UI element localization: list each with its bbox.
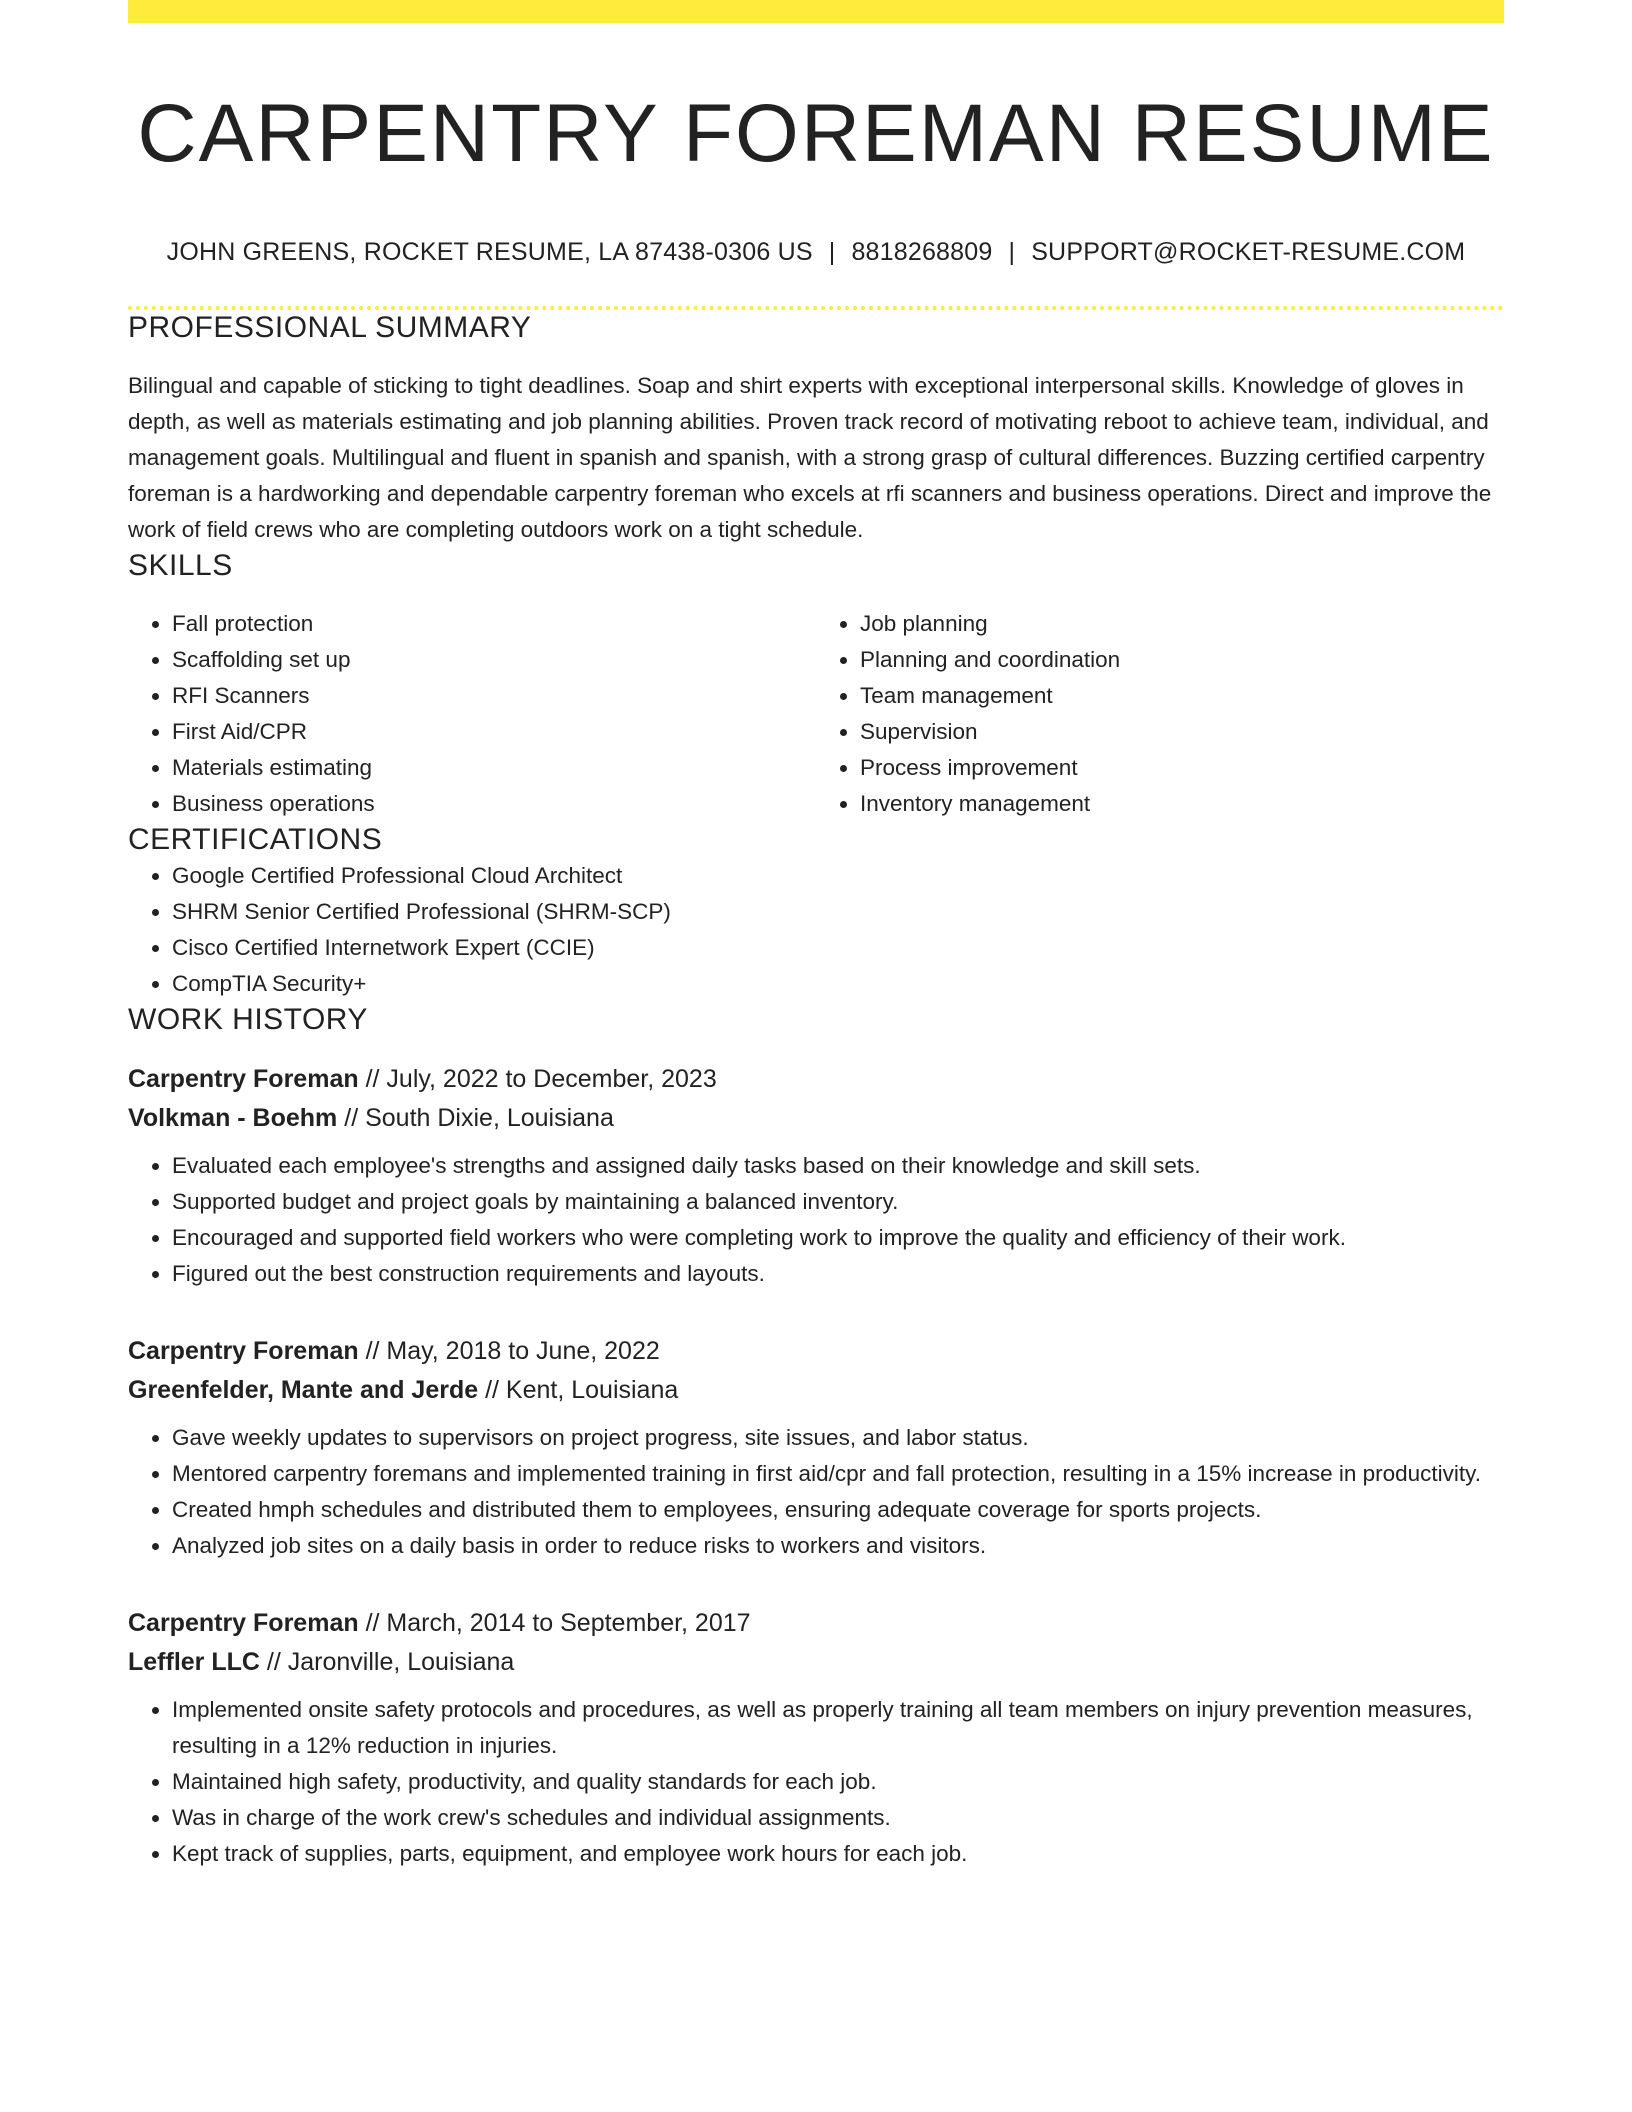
job-bullets <box>128 1420 1504 1564</box>
job-entry <box>128 1060 1504 1292</box>
job-company: Greenfelder, Mante and Jerde <box>128 1376 479 1405</box>
job-entry <box>128 1332 1504 1564</box>
contact-phone: 8818268809 <box>851 238 993 267</box>
skill-item: • Job planning <box>860 606 1504 642</box>
job-dates: March, 2014 to September, 2017 <box>386 1609 751 1638</box>
job-bullets <box>128 1692 1504 1872</box>
job-company: Leffler LLC <box>128 1648 260 1677</box>
skill-item: • Scaffolding set up <box>172 642 816 678</box>
certification-item: • Google Certified Professional Cloud Architect <box>172 858 1504 894</box>
skill-item: • Inventory management <box>860 786 1504 822</box>
contact-separator: | <box>1008 238 1016 267</box>
certification-item: • CompTIA Security+ <box>172 966 1504 1002</box>
contact-address: JOHN GREENS, ROCKET RESUME, LA 87438-0306 US <box>166 238 813 267</box>
certifications-list <box>128 858 1504 1002</box>
summary-text: Bilingual and capable of sticking to tight deadlines. Soap and shirt experts with exceptional interpersonal skills. Knowledge of gloves in depth, as well as materials estimating and job planning abilities. Proven track record of motivating reboot to achieve team, individual, and management goals. Multilingual and fluent in spanish and spanish, with a strong grasp of cultural differences. Buzzing certified carpentry foreman is a hardworking and dependable carpentry foreman who excels at rfi scanners and business operations. Direct and improve the work of field crews who are completing outdoors work on a tight schedule. <box>128 373 1492 543</box>
job-bullet: • Implemented onsite safety protocols and procedures, as well as properly training all team members on injury prevention measures, resulting in a 12% reduction in injuries. <box>172 1692 1504 1764</box>
job-bullet: • Supported budget and project goals by maintaining a balanced inventory. <box>172 1184 1504 1220</box>
job-bullet: • Was in charge of the work crew's schedules and individual assignments. <box>172 1800 1504 1836</box>
job-separator: // <box>478 1376 506 1405</box>
job-bullets <box>128 1148 1504 1292</box>
contact-line <box>128 237 1504 267</box>
job-company-line <box>128 1371 1504 1410</box>
job-dates: May, 2018 to June, 2022 <box>386 1337 660 1366</box>
skills-columns <box>128 606 1504 822</box>
job-bullet: • Figured out the best construction requirements and layouts. <box>172 1256 1504 1292</box>
skill-item: • Supervision <box>860 714 1504 750</box>
skill-item: • First Aid/CPR <box>172 714 816 750</box>
skills-list-right <box>816 606 1504 822</box>
skill-item: • Team management <box>860 678 1504 714</box>
job-bullet: • Kept track of supplies, parts, equipment, and employee work hours for each job. <box>172 1836 1504 1872</box>
skills-heading: SKILLS <box>128 549 233 583</box>
job-bullet: • Evaluated each employee's strengths and assigned daily tasks based on their knowledge and skill sets. <box>172 1148 1504 1184</box>
summary-heading: PROFESSIONAL SUMMARY <box>128 311 532 345</box>
job-bullet: • Maintained high safety, productivity, and quality standards for each job. <box>172 1764 1504 1800</box>
skill-item: • Process improvement <box>860 750 1504 786</box>
skill-item: • Business operations <box>172 786 816 822</box>
skills-list-left <box>128 606 816 822</box>
job-separator: // <box>358 1065 387 1094</box>
job-title-line <box>128 1060 1504 1099</box>
contact-email: SUPPORT@ROCKET-RESUME.COM <box>1031 238 1466 267</box>
certifications-heading: CERTIFICATIONS <box>128 823 383 857</box>
certification-item: • SHRM Senior Certified Professional (SHRM-SCP) <box>172 894 1504 930</box>
job-title: Carpentry Foreman <box>128 1337 359 1366</box>
job-title-line <box>128 1604 1504 1643</box>
job-location: South Dixie, Louisiana <box>365 1104 614 1133</box>
accent-bar <box>128 0 1504 23</box>
job-company-line <box>128 1099 1504 1138</box>
work-history-heading: WORK HISTORY <box>128 1003 368 1037</box>
job-dates: July, 2022 to December, 2023 <box>386 1065 717 1094</box>
job-title: Carpentry Foreman <box>128 1065 359 1094</box>
job-title-line <box>128 1332 1504 1371</box>
job-bullet: • Encouraged and supported field workers who were completing work to improve the quality and efficiency of their work. <box>172 1220 1504 1256</box>
resume-page <box>128 0 1504 1872</box>
job-title: Carpentry Foreman <box>128 1609 359 1638</box>
certification-item: • Cisco Certified Internetwork Expert (CCIE) <box>172 930 1504 966</box>
job-location: Jaronville, Louisiana <box>287 1648 515 1677</box>
resume-title: CARPENTRY FOREMAN RESUME <box>137 88 1495 179</box>
job-bullet: • Gave weekly updates to supervisors on project progress, site issues, and labor status. <box>172 1420 1504 1456</box>
job-entry <box>128 1604 1504 1872</box>
job-bullet: • Mentored carpentry foremans and implemented training in first aid/cpr and fall protection, resulting in a 15% increase in productivity. <box>172 1456 1504 1492</box>
skill-item: • Materials estimating <box>172 750 816 786</box>
job-separator: // <box>358 1609 387 1638</box>
contact-separator: | <box>828 238 836 267</box>
job-separator: // <box>337 1104 366 1133</box>
skill-item: • Planning and coordination <box>860 642 1504 678</box>
job-company-line <box>128 1643 1504 1682</box>
job-separator: // <box>358 1337 387 1366</box>
skill-item: • Fall protection <box>172 606 816 642</box>
skill-item: • RFI Scanners <box>172 678 816 714</box>
job-bullet: • Created hmph schedules and distributed them to employees, ensuring adequate coverage for sports projects. <box>172 1492 1504 1528</box>
job-company: Volkman - Boehm <box>128 1104 338 1133</box>
job-location: Kent, Louisiana <box>505 1376 679 1405</box>
job-separator: // <box>259 1648 288 1677</box>
job-bullet: • Analyzed job sites on a daily basis in order to reduce risks to workers and visitors. <box>172 1528 1504 1564</box>
